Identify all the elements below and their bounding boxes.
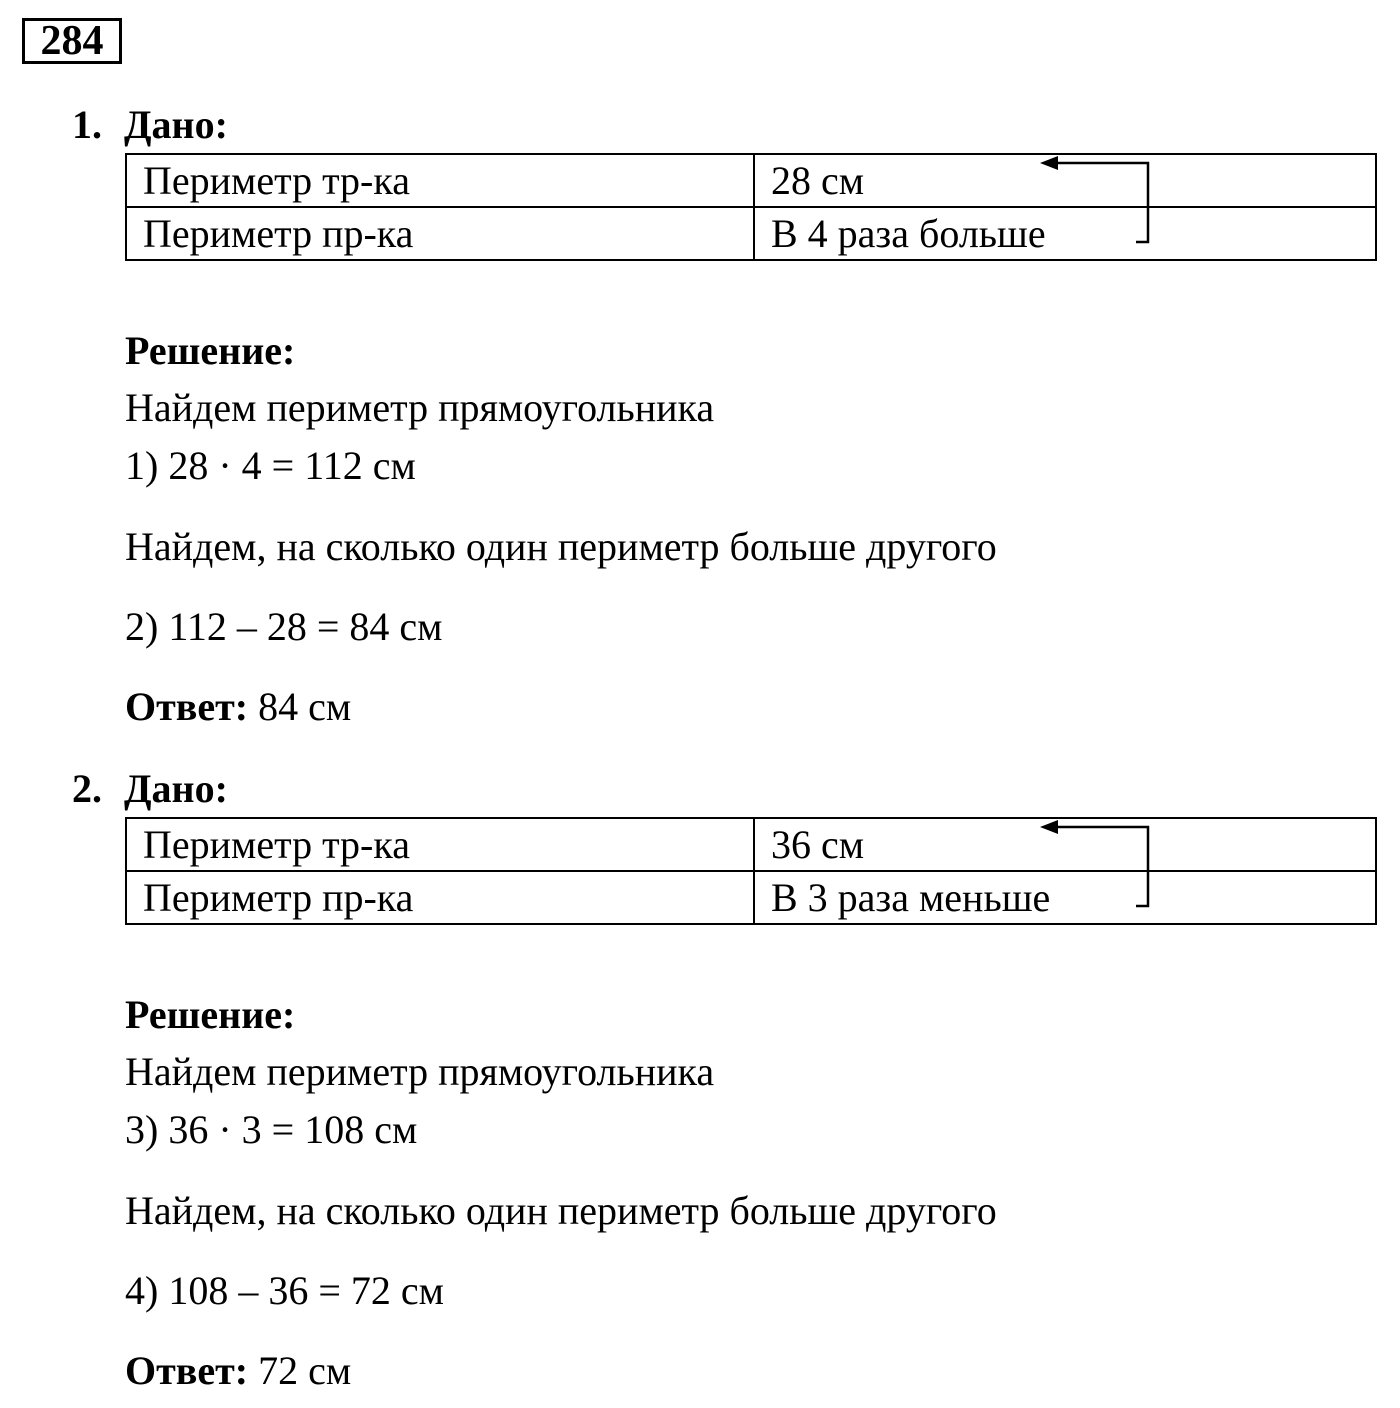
section-1-step-1: Найдем периметр прямоугольника [125, 385, 715, 430]
table-row [126, 154, 1376, 207]
table-row [126, 871, 1376, 924]
section-1-relation-arrow-icon [1030, 150, 1160, 250]
section-2-step-3: Найдем, на сколько один периметр больше другого [125, 1188, 997, 1233]
section-2-given-label: Дано: [124, 766, 228, 811]
section-2-answer-label: Ответ: [125, 1348, 249, 1393]
section-2-number: 2. [72, 766, 102, 811]
section-1-solution-label: Решение: [125, 328, 296, 373]
section-1-given-table [125, 153, 1377, 261]
section-1-given-label: Дано: [124, 102, 228, 147]
section-1-answer [125, 684, 351, 730]
table-cell: 28 см [754, 154, 1376, 207]
table-cell: Периметр тр-ка [126, 818, 754, 871]
section-1-number: 1. [72, 102, 102, 147]
table-cell: В 4 раза больше [754, 207, 1376, 260]
table-cell: 36 см [754, 818, 1376, 871]
section-2-step-1: Найдем периметр прямоугольника [125, 1049, 715, 1094]
section-2-solution-label: Решение: [125, 992, 296, 1037]
table-row [126, 818, 1376, 871]
table-cell: Периметр пр-ка [126, 871, 754, 924]
table-cell: Периметр пр-ка [126, 207, 754, 260]
section-2-given-table [125, 817, 1377, 925]
section-1-step-4: 2) 112 – 28 = 84 см [125, 604, 443, 649]
section-2-answer [125, 1348, 351, 1394]
problem-number: 284 [22, 18, 122, 64]
section-1-step-2: 1) 28 · 4 = 112 см [125, 443, 416, 488]
section-2-heading [72, 766, 228, 812]
section-1-heading [72, 102, 228, 148]
section-2-step-2: 3) 36 · 3 = 108 см [125, 1107, 418, 1152]
section-2-relation-arrow-icon [1030, 814, 1160, 914]
section-2-step-4: 4) 108 – 36 = 72 см [125, 1268, 444, 1313]
table-cell: В 3 раза меньше [754, 871, 1376, 924]
table-cell: Периметр тр-ка [126, 154, 754, 207]
section-2-answer-value: 72 см [258, 1348, 352, 1393]
table-row [126, 207, 1376, 260]
section-1-answer-value: 84 см [258, 684, 352, 729]
section-1-answer-label: Ответ: [125, 684, 249, 729]
section-1-step-3: Найдем, на сколько один периметр больше другого [125, 524, 997, 569]
